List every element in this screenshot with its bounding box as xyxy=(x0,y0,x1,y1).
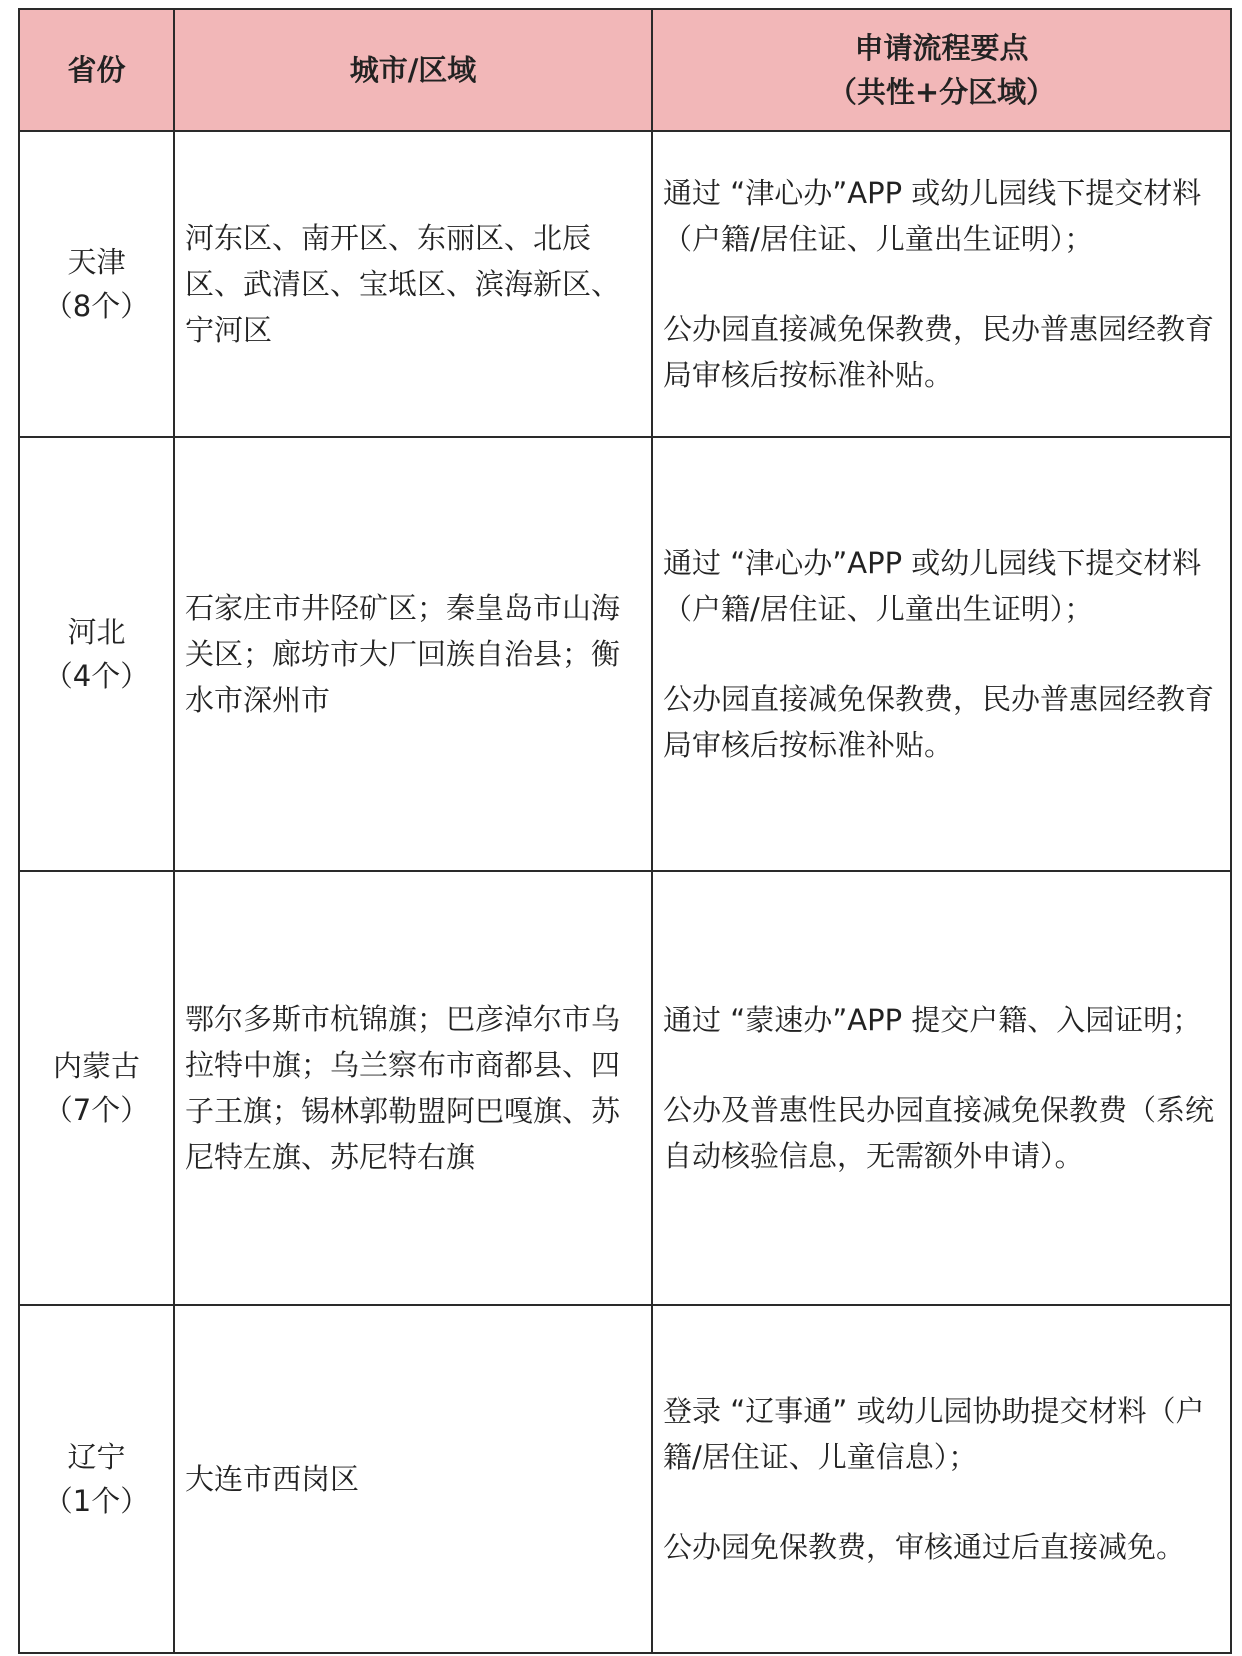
process-cell xyxy=(652,437,1231,871)
province-count: （8个） xyxy=(43,289,150,323)
process-step-submit: 通过 “津心办”APP 或幼儿园线下提交材料（户籍/居住证、儿童出生证明）； xyxy=(663,546,1202,626)
process-step-submit: 通过 “津心办”APP 或幼儿园线下提交材料（户籍/居住证、儿童出生证明）； xyxy=(663,176,1202,256)
process-step-submit: 登录 “辽事通” 或幼儿园协助提交材料（户籍/居住证、儿童信息）； xyxy=(663,1394,1205,1474)
province-name: 辽宁 xyxy=(67,1440,126,1474)
table-row xyxy=(19,131,1231,437)
province-count: （1个） xyxy=(43,1484,150,1518)
province-name: 河北 xyxy=(67,615,126,649)
process-step-submit: 通过 “蒙速办”APP 提交户籍、入园证明； xyxy=(663,1003,1202,1037)
province-count: （7个） xyxy=(43,1093,150,1127)
city-cell: 河东区、南开区、东丽区、北辰区、武清区、宝坻区、滨海新区、宁河区 xyxy=(174,131,652,437)
city-cell: 鄂尔多斯市杭锦旗；巴彦淖尔市乌拉特中旗；乌兰察布市商都县、四子王旗；锡林郭勒盟阿巴嘎旗、苏尼特左旗、苏尼特右旗 xyxy=(174,871,652,1305)
header-process-title: 申请流程要点 xyxy=(854,31,1029,65)
header-province: 省份 xyxy=(19,9,174,131)
table-row xyxy=(19,871,1231,1305)
header-process xyxy=(652,9,1231,131)
process-cell xyxy=(652,131,1231,437)
policy-table xyxy=(18,8,1232,1654)
city-cell: 大连市西岗区 xyxy=(174,1305,652,1653)
process-step-reduction: 公办园免保教费，审核通过后直接减免。 xyxy=(663,1530,1186,1564)
process-step-reduction: 公办园直接减免保教费，民办普惠园经教育局审核后按标准补贴。 xyxy=(663,312,1215,392)
process-cell xyxy=(652,1305,1231,1653)
process-step-reduction: 公办及普惠性民办园直接减免保教费（系统自动核验信息，无需额外申请）。 xyxy=(663,1093,1215,1173)
table-header-row xyxy=(19,9,1231,131)
city-cell: 石家庄市井陉矿区；秦皇岛市山海关区；廊坊市大厂回族自治县；衡水市深州市 xyxy=(174,437,652,871)
province-name: 内蒙古 xyxy=(52,1049,140,1083)
header-city: 城市/区域 xyxy=(174,9,652,131)
province-cell xyxy=(19,437,174,871)
process-step-reduction: 公办园直接减免保教费，民办普惠园经教育局审核后按标准补贴。 xyxy=(663,682,1215,762)
province-cell xyxy=(19,1305,174,1653)
table-row xyxy=(19,437,1231,871)
province-cell xyxy=(19,131,174,437)
province-count: （4个） xyxy=(43,659,150,693)
table-row xyxy=(19,1305,1231,1653)
process-cell xyxy=(652,871,1231,1305)
province-cell xyxy=(19,871,174,1305)
province-name: 天津 xyxy=(67,245,126,279)
header-process-subtitle: （共性+分区域） xyxy=(827,75,1056,109)
